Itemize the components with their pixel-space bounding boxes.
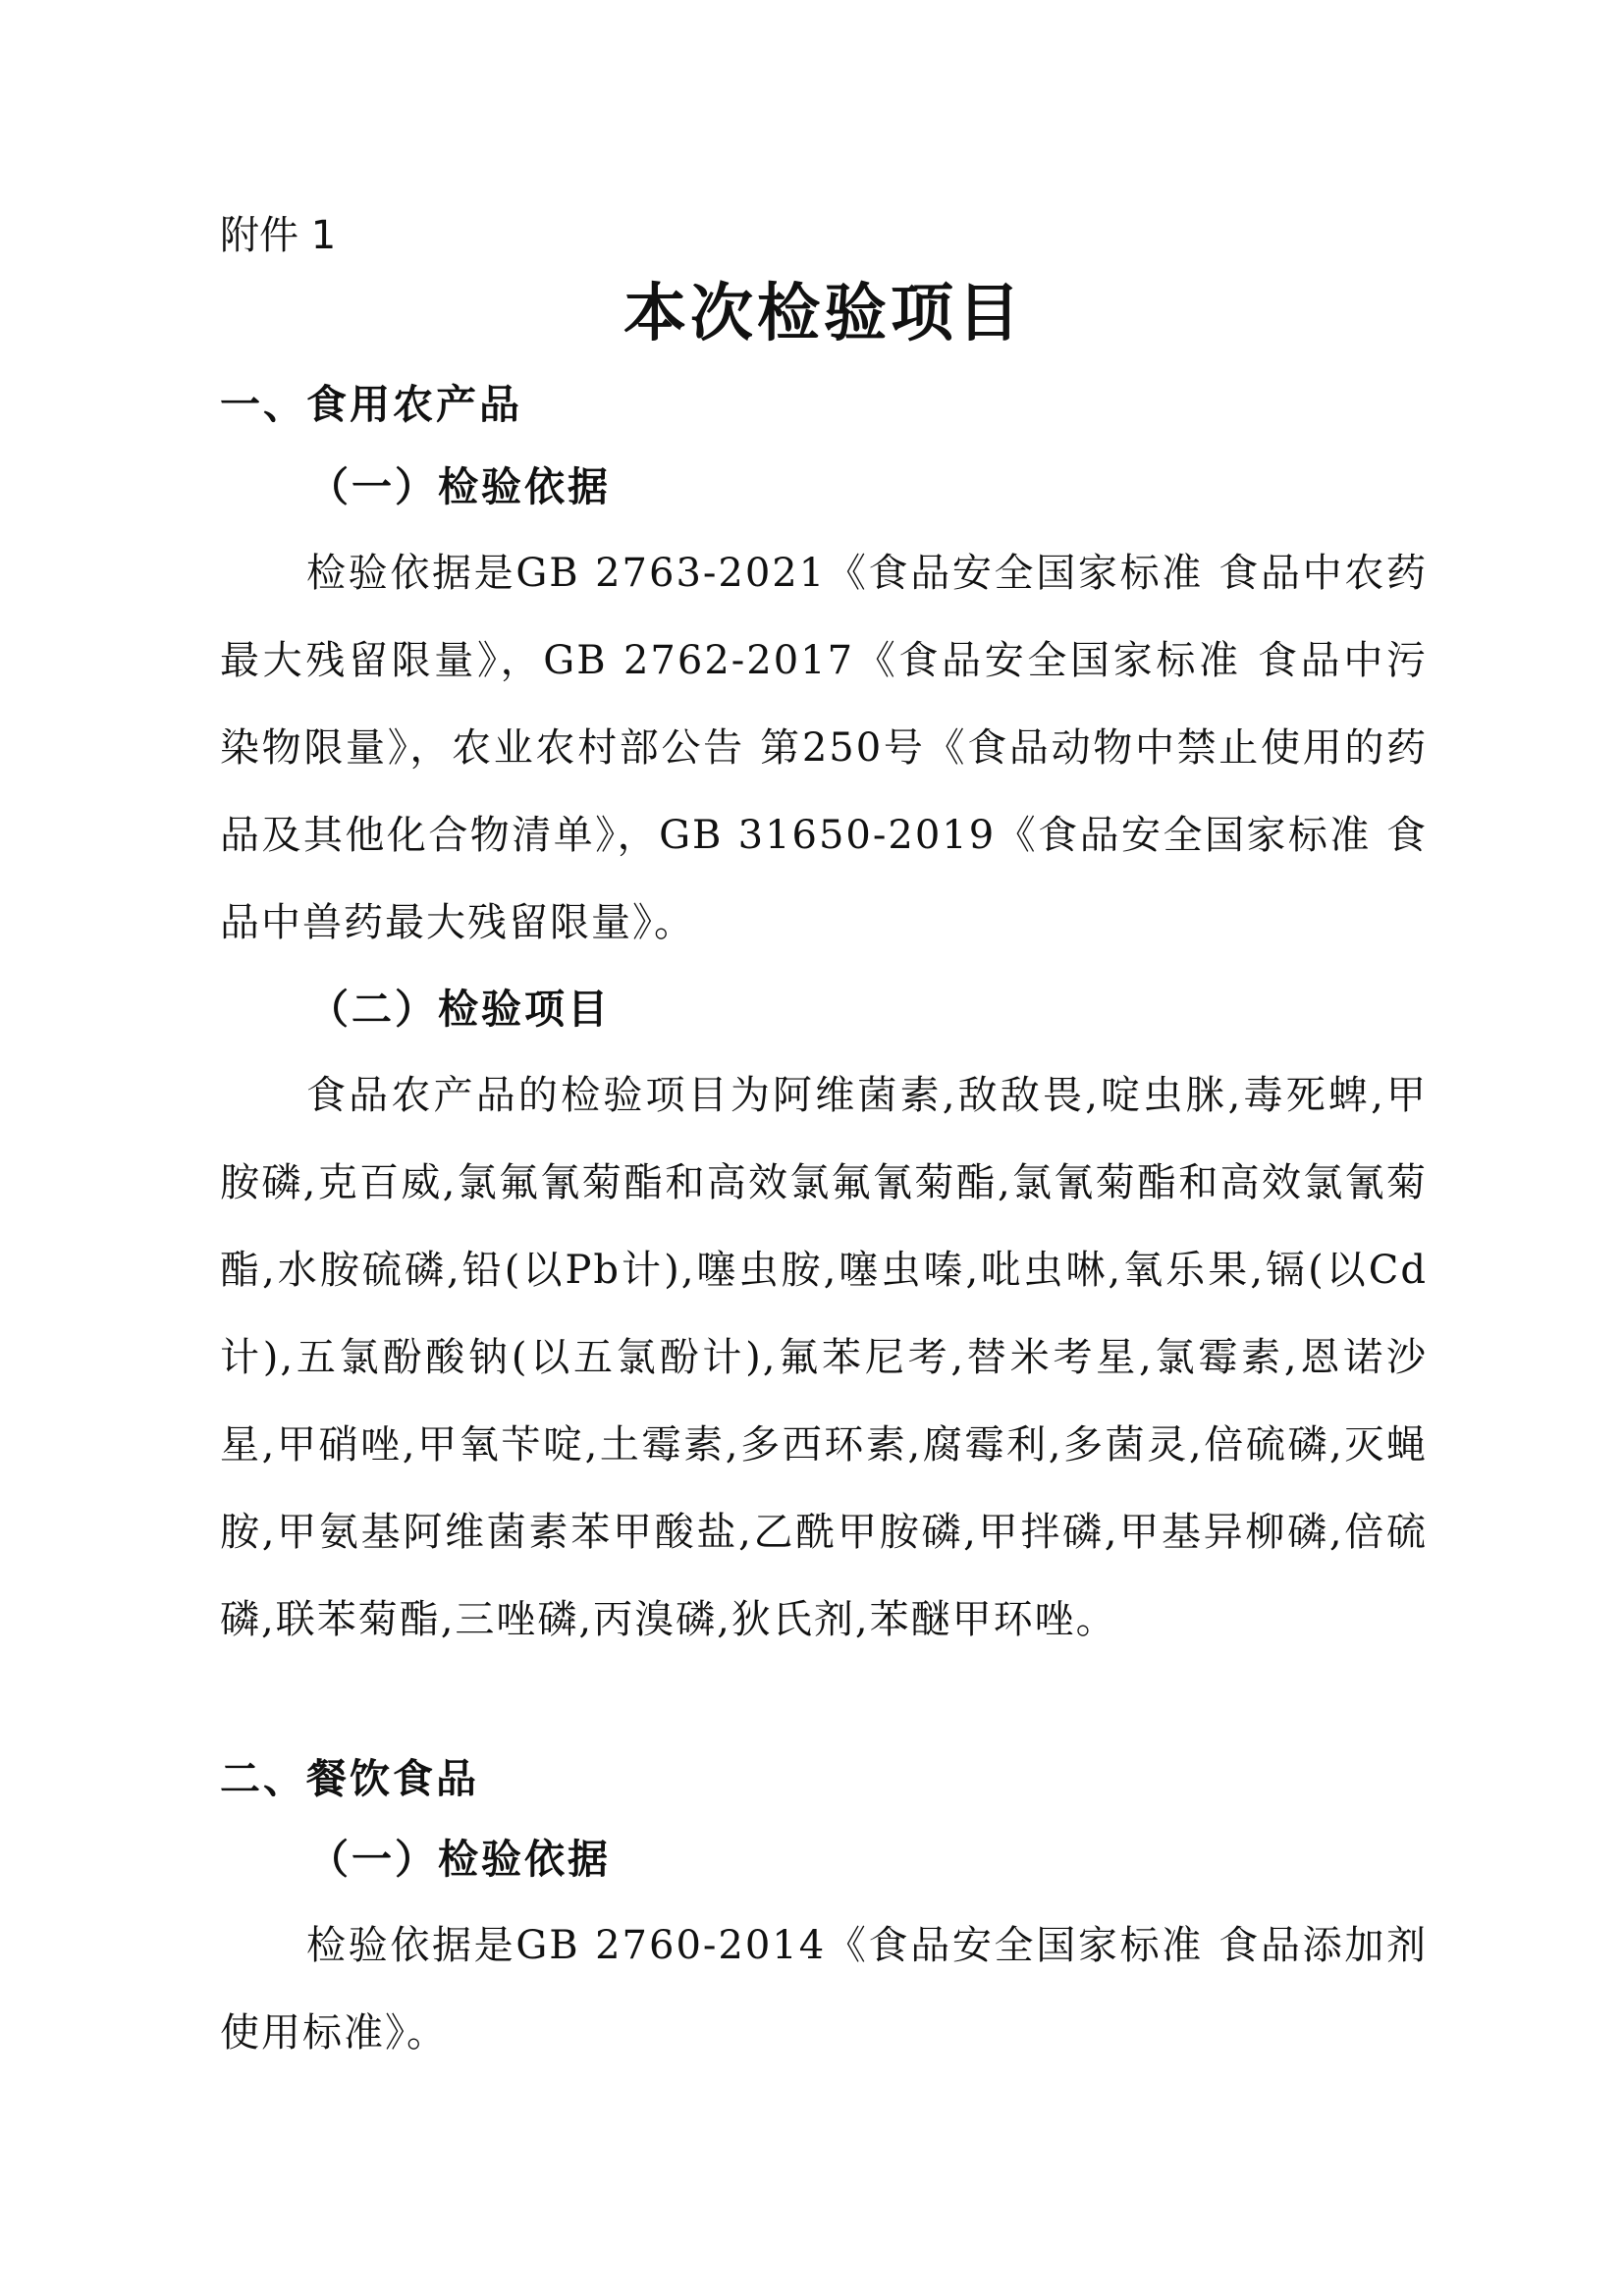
paragraph-inspection-items: 食品农产品的检验项目为阿维菌素,敌敌畏,啶虫脒,毒死蜱,甲胺磷,克百威,氯氟氰菊酯和高效氯氟氰菊酯,氯氰菊酯和高效氯氰菊酯,水胺硫磷,铅(以Pb计),噻虫胺,噻虫嗪,吡虫啉,氧乐果,镉(以Cd计),五氯酚酸钠(以五氯酚计),氟苯尼考,替米考星,氯霉素,恩诺沙星,甲硝唑,甲氧苄啶,土霉素,多西环素,腐霉利,多菌灵,倍硫磷,灭蝇胺,甲氨基阿维菌素苯甲酸盐,乙酰甲胺磷,甲拌磷,甲基异柳磷,倍硫磷,联苯菊酯,三唑磷,丙溴磷,狄氏剂,苯醚甲环唑。 [220, 1073, 1428, 1642]
subsection-heading-inspection-items: （二）检验项目 [308, 986, 611, 1033]
document-title: 本次检验项目 [623, 277, 1024, 350]
paragraph-inspection-basis: 检验依据是GB 2763-2021《食品安全国家标准 食品中农药最大残留限量》，GB 2762-2017《食品安全国家标准 食品中污染物限量》，农业农村部公告 第250号《食品动物中禁止使用的药品及其他化合物清单》，GB 31650-2019《食品安全国家标准 食品中兽药最大残留限量》。 [220, 551, 1428, 945]
section-heading-edible-agricultural-products: 一、食用农产品 [220, 381, 522, 428]
subsection-heading-catering-inspection-basis: （一）检验依据 [308, 1836, 611, 1883]
subsection-heading-inspection-basis: （一）检验依据 [308, 463, 611, 510]
section-heading-catering-food: 二、餐饮食品 [220, 1755, 479, 1802]
attachment-label: 附件 1 [220, 213, 337, 258]
paragraph-catering-inspection-basis: 检验依据是GB 2760-2014《食品安全国家标准 食品添加剂使用标准》。 [220, 1923, 1428, 2056]
